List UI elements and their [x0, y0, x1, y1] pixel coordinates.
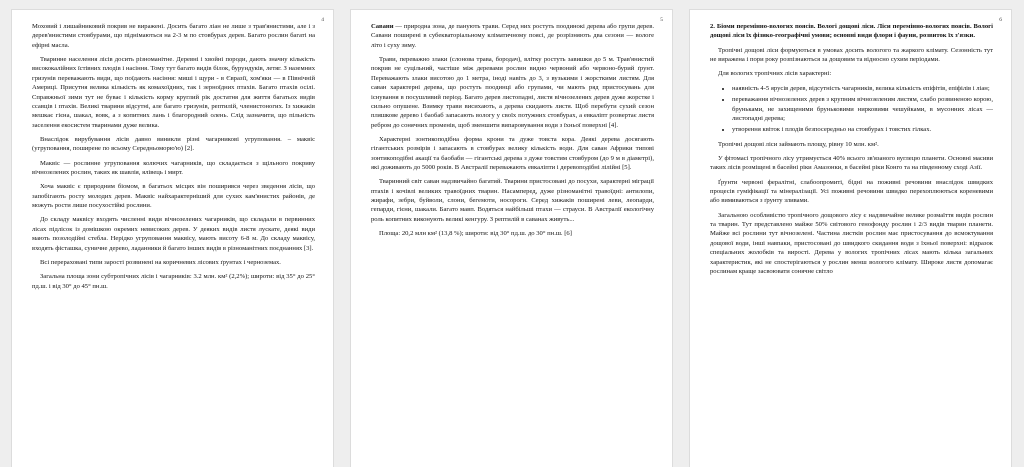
- page-number: 6: [999, 17, 1002, 23]
- document-page-2: [351, 10, 672, 467]
- paragraph: Для вологих тропічних лісів характерні:: [718, 70, 832, 78]
- paragraph: Маквіс — рослинне угруповання колючих чагарників, що складається з щільного покриву вічнозелених рослин, таких як шавлія, ялівець і мирт.: [32, 159, 315, 177]
- paragraph: Загальна площа зони субтропічних лісів і чагарників: 3.2 млн. км² (2,2%); широти: від 35° до 25° пд.ш. і від 30° до 45° пн.ш.: [32, 273, 315, 290]
- paragraph: Загальною особливістю тропічного дощового лісу є надзвичайне велике розмаїття видів рослин та тварин. Тут представлено майже 50% світового генофонду рослин і 2/3 видів тварин планети. Майже всі рослини тут вічнозелені. Частина листків рослин має пристосування до всмоктування дощової води, інші навпаки, пристосовані до швидкого скидання води з їхньої поверхні: відразок спеціальних жолобків та вирості. Дерева у вологих тропічних лісах мають кілька загальних характеристик, які не спостерігаються у рослин менш вологого клімату. Широке листя допомагає рослинам краще засвоювати сонячне світло: [710, 211, 993, 275]
- page-number: 4: [321, 17, 324, 23]
- paragraph: До складу маквісу входять численні види вічнозелених чагарників, що складали в первинних лісах підлісок із домішкою окремих невисоких дерев. У деяких видів листя лускате, деякі види мають позолодійні стебла. Нерідко угруповання маквісу, мають висоту 6-8 м. До складу маквісу, входять фісташка, суничне дерево, ладанники й багато інших видів в різноманітних поєднаннях [3].: [32, 216, 315, 252]
- paragraph: Тропічні дощові ліси займають площу, рівну 10 млн. км².: [718, 140, 879, 148]
- paragraph: Моховий і лишайниковий покрив не виражені. Досить багато ліан не лише з трав'янистими, але і з дерев'янистими стовбурами, що піднімаються на 2-3 м по стовбурах дерев. Багато рослин багаті на ефірні масла.: [32, 23, 315, 49]
- list-item: • утворення квіток і плодів безпосередньо на стовбурах і товстих гілках.: [732, 125, 993, 134]
- page-number: 5: [660, 17, 663, 23]
- paragraph: Внаслідок вирубування лісів давно виникли різні чагарникові угруповання. – маквіс (угруповання, поширене по всьому Середньоморю'ю) [2].: [32, 135, 315, 153]
- paragraph-area: Площа: 20,2 млн км² (13,8 %); широти: від 30° пд.ш. до 30° пн.ш. [6]: [379, 230, 572, 238]
- term-savanna: Савани: [371, 23, 394, 30]
- section-heading: 2. Біоми перемінно-вологих поясів. Вологі дощові ліси. Ліси перемінно-вологих поясів. Вологі дощові ліси їх фізико-географічні умови; основні види флори і фауни, розвиток їх з'язки.: [710, 23, 993, 40]
- savanna-definition: — природна зона, де панують трави. Серед них ростуть поодинокі дерева або групи дерев. Савани поширені в субекваторіальному кліматичному поясі, де розрізняють два сезони — вологе літо і суху зиму.: [371, 23, 654, 49]
- paragraph: Тваринне населення лісів досить різноманітне. Деревні і хвойні породи, дають значну кількість висококалійних їстівних плодів і насіння. Тому тут багато видів білок, бурундуків, летяг. З наземних гризунів переважають види, що поїдають насіння: миші і щури - в Євразії, хом'яки — в Північній Америці. Присутня велика кількість як комахоїдних, так і зерноїдних птахів. Багато птахів осілі. Справжньої зими тут не буває і кількість корму круглий рік достатня для життя багатьох видів ссавців і птахів. Великі тварини відсутні, але багато гризунів, рептилій, членистоногих. Із хижаків мешкає гієна, шакал, вовк, а з копитних лань і благородний олень. Слід зазначити, що пільність заселення екосистем тваринами дуже велика.: [32, 56, 315, 129]
- page-content: [710, 22, 993, 281]
- bullet-list: [710, 84, 993, 135]
- paragraph: У фітомасі тропічного лісу утримується 40% всього зв'язаного вуглецю планети. Основні масиви таких лісів розміщені в басейні ріки Амазонки, в басейні ріки Конго та на південному сході Азії.: [710, 154, 993, 172]
- paragraph: Ґрунти червоні фералітні, слабоопромиті, бідні на поживні речовини внаслідок швидких процесів гуміфікації та мінералізації. Усі поживні речовини швидко перехоплюються кореневими або вимиваються з ґрунту зливами.: [710, 178, 993, 205]
- paragraph: Всі перераховані типи зарості розвинені на коричневих лісових ґрунтах і черноземах.: [40, 258, 281, 266]
- page-content: [371, 22, 654, 244]
- paragraph: Тропічні дощові ліси формуються в умовах досить вологого та жаркого клімату. Сезонність тут не виражена і пори року розпізнаються за дощовим та відносно сухим періодами.: [710, 46, 993, 64]
- paragraph-savanna-intro: [371, 22, 654, 50]
- page-content: [32, 22, 315, 296]
- paragraph: Тваринний світ саван надзвичайно багатий. Тварини пристосовані до посухи, характерні міграції птахів і кочівлі великих травоїдних тварин. Насамперед, дуже різноманітні травоїдні: антилопи, жирафи, зебри, буйволи, слони, бегемоти, носороги. Серед хижаків поширені леви, леопарди, гепарди, гієни, шакали. Багато мавп. Водяться найбільші птахи — страуси. В Австралії екологічну роль копитних виконують великі кенгуру. З рептилій в саванах живуть...: [371, 178, 654, 223]
- paragraph: Хоча маквіс є природним біомом, в багатьох місцях він поширився через зведення лісів, що запобігають росту молодих дерев. Маквіс найхарактерніший для сухих кам'янистих районів, де можуть рости лише посухостійкі рослини.: [32, 183, 315, 210]
- document-page-1: [12, 10, 333, 467]
- paragraph: Трави, переважно злаки (слонова трава, бородач), влітку ростуть завишки до 5 м. Трав'янистий покрив не суцільний, частіше між деревами рослин видно червоний або червоно-бурий ґрунт. Переважають злаки висотою до 1 метра, іноді навіть до 3, з вузькими і жорсткими листям. Для саван характерні дерева, що ростуть поодинці або групами, чи мають ряд пристосувань для існування в посушливий період. Багато дерев листопадні, листя вічнозелених дерев дуже жорстке і сильно опушене. Взимку трави висихають, а дерева скидають листя. Щоб перебути сухий сезон пляшкове дерево і баобаб запасають вологу у своїх потужних стовбурах, а евкаліпт розвертає листя ребром до сонячних променів, щоб зменшити випаровування води з їхньої поверхні [4].: [371, 56, 654, 129]
- document-page-3: [690, 10, 1011, 467]
- paragraph: Характерні зонтикоподібна форма крони та дуже товста кора. Деякі дерева досягають гігантських розмірів і запасають в стовбурах велику кількість води. Для саван Африки типові зонтикоподібні акації та баобаби — гігантські дерева з дуже товстим стовбуром (до 9 м в діаметрі), які доживають до 5000 років. В Австралії переважають евкаліпти і деревоподібні лілійні [5].: [371, 135, 654, 172]
- list-item: • наявність 4-5 ярусів дерев, відсутність чагарників, велика кількість епіфітів, епіфілів і ліан;: [732, 84, 993, 93]
- list-item: • переважання вічнозелених дерев з крупним вічнозеленим листям, слабо розвиненою корою, бруньками, не захищеними бруньковими нирковими чешуйками, в мусонних лісах — листопадні дерева;: [732, 95, 993, 123]
